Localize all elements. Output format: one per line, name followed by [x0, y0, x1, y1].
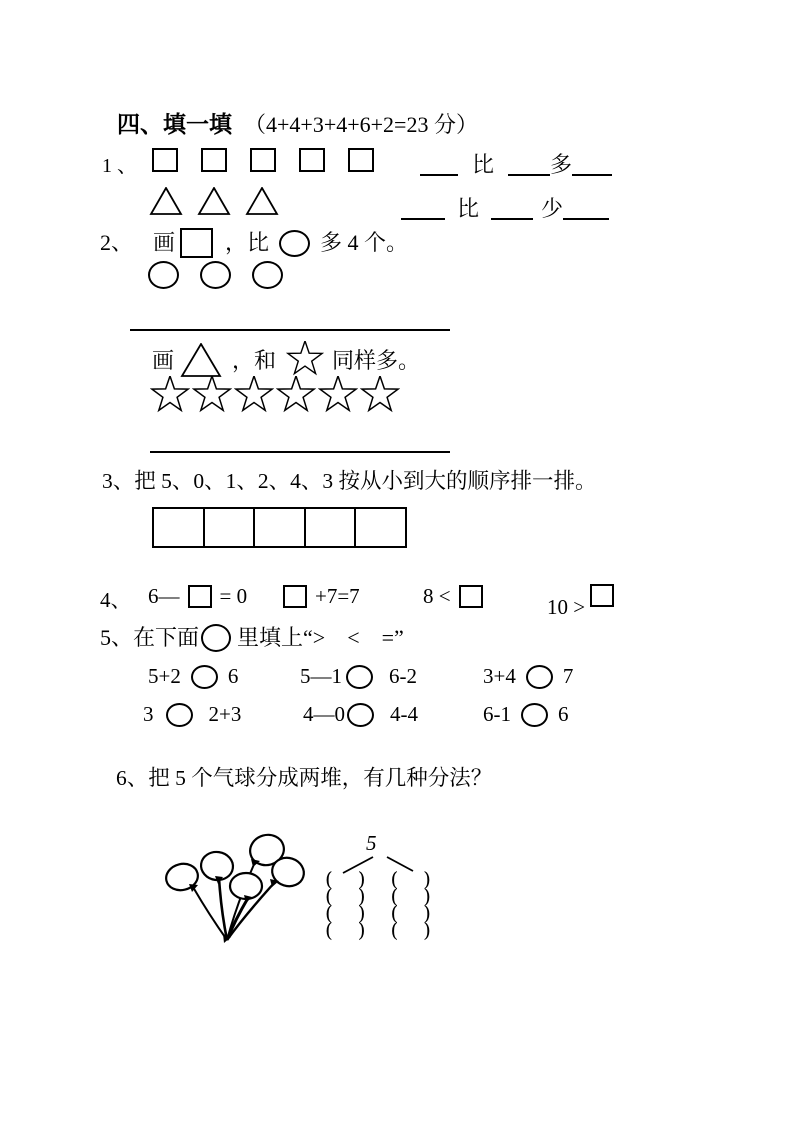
q5-c6-answer-circle[interactable]	[521, 703, 548, 727]
q5-prompt	[100, 621, 404, 652]
bond-total-label: 5	[366, 831, 377, 855]
q1-triangles-row	[149, 187, 279, 215]
q1-bi-1: 比	[472, 152, 495, 177]
q1-shao: 少	[541, 196, 564, 221]
paren-open: (	[390, 918, 399, 942]
q5-c1-left: 5+2	[148, 664, 181, 688]
q2b-mid-text: ，和	[232, 348, 277, 373]
table-cell[interactable]	[154, 509, 203, 546]
paren-open: (	[325, 867, 333, 891]
q5-c5-left: 4—0	[303, 702, 345, 726]
paren-close: )	[357, 867, 366, 891]
q5-compare-3	[483, 664, 573, 689]
q2-number: 2、	[100, 230, 134, 255]
paren-close: )	[423, 918, 431, 942]
q4-eq2-right: +7=7	[315, 584, 360, 608]
q1-bi-2: 比	[457, 196, 480, 221]
q5-c4-answer-circle[interactable]	[166, 703, 193, 727]
answer-blank[interactable]	[563, 206, 609, 220]
q4-eq1-right: = 0	[219, 584, 248, 608]
q5-prompt-prefix: 5、在下面	[100, 625, 200, 650]
q2-square-to-draw	[180, 228, 213, 258]
q4-equation-4	[547, 584, 614, 620]
paren-open: (	[325, 901, 333, 925]
bond-branches	[320, 835, 438, 877]
answer-line[interactable]	[130, 329, 450, 331]
q5-c2-left: 5—1	[300, 664, 342, 688]
q5-c3-right: 7	[562, 664, 574, 688]
section-heading	[117, 106, 478, 139]
q4-equation-3	[423, 584, 483, 609]
table-cell[interactable]	[203, 509, 254, 546]
q4-equation-2	[283, 584, 360, 609]
q5-compare-5	[303, 702, 418, 727]
q5-prompt-suffix: 里填上“> < =”	[237, 625, 404, 650]
paren-close: )	[357, 901, 366, 925]
square-shape	[201, 148, 227, 172]
q4-eq4-left: 10 >	[547, 595, 586, 619]
bond-answer-rows	[325, 867, 431, 942]
table-cell[interactable]	[253, 509, 304, 546]
paren-open: (	[325, 884, 333, 908]
paren-close: )	[423, 901, 431, 925]
q5-c3-answer-circle[interactable]	[526, 665, 553, 689]
q2-draw-label: 画	[153, 230, 176, 255]
q1-number: 1 、	[102, 155, 137, 177]
paren-open: (	[390, 901, 399, 925]
bond-answer-row[interactable]	[325, 867, 431, 891]
q2b-triangle-symbol	[180, 343, 222, 377]
q1-squares-row	[152, 148, 374, 172]
star-shape	[360, 376, 400, 414]
q5-compare-1	[148, 664, 238, 689]
square-shape	[299, 148, 325, 172]
q2b-draw-label: 画	[152, 348, 175, 373]
triangle-shape	[245, 187, 279, 215]
q4-eq1-answer-box[interactable]	[188, 585, 212, 608]
q2-mid-text: ，比	[225, 230, 270, 255]
q2b-prompt	[152, 341, 420, 377]
q4-eq3-answer-box[interactable]	[459, 585, 483, 608]
paren-close: )	[357, 884, 366, 908]
q5-c6-left: 6-1	[483, 702, 511, 726]
star-shape	[318, 376, 358, 414]
circle-shape	[148, 261, 179, 289]
q4-eq4-answer-box[interactable]	[590, 584, 614, 607]
q2b-suffix-text: 同样多。	[332, 348, 421, 373]
paren-close: )	[357, 918, 366, 942]
q2-circles-row	[148, 261, 283, 289]
square-shape	[152, 148, 178, 172]
q5-c1-answer-circle[interactable]	[191, 665, 218, 689]
q2b-stars-row	[150, 376, 400, 414]
answer-blank[interactable]	[491, 206, 533, 220]
circle-shape	[200, 261, 231, 289]
q5-c5-answer-circle[interactable]	[347, 703, 374, 727]
section-title: 四、填一填	[117, 112, 232, 137]
bond-answer-row[interactable]	[325, 918, 431, 942]
q5-c1-right: 6	[227, 664, 239, 688]
paren-close: )	[423, 867, 431, 891]
paren-open: (	[390, 884, 399, 908]
q4-eq3-left: 8 <	[423, 584, 451, 608]
q4-eq1-left: 6—	[148, 584, 180, 608]
square-shape	[348, 148, 374, 172]
q5-c2-right: 6-2	[389, 664, 417, 688]
answer-line[interactable]	[150, 451, 450, 453]
q6-prompt: 6、把 5 个气球分成两堆，有几种分法？	[116, 766, 493, 790]
q3-answer-table	[152, 507, 407, 548]
q3-prompt: 3、把 5、0、1、2、4、3 按从小到大的顺序排一排。	[102, 469, 597, 493]
star-shape	[150, 376, 190, 414]
q5-c6-right: 6	[558, 702, 569, 726]
q5-circle-symbol	[201, 624, 231, 652]
q1-compare-line-1	[420, 148, 612, 179]
q5-compare-2	[300, 664, 417, 689]
balloons-illustration	[160, 818, 310, 953]
q5-c2-answer-circle[interactable]	[346, 665, 373, 689]
star-shape	[234, 376, 274, 414]
q5-c5-right: 4-4	[390, 702, 418, 726]
q4-equation-1	[148, 584, 247, 609]
star-shape	[276, 376, 316, 414]
table-cell[interactable]	[304, 509, 355, 546]
q4-eq2-answer-box[interactable]	[283, 585, 307, 608]
star-shape	[192, 376, 232, 414]
bond-answer-row[interactable]	[325, 884, 431, 908]
q5-compare-4	[143, 702, 241, 727]
q2-circle-symbol	[279, 230, 310, 257]
table-cell[interactable]	[354, 509, 405, 546]
q2-prompt	[100, 226, 408, 258]
q1-compare-line-2	[401, 192, 609, 223]
q5-c3-left: 3+4	[483, 664, 516, 688]
q5-compare-6	[483, 702, 569, 727]
square-shape	[250, 148, 276, 172]
paren-open: (	[390, 867, 399, 891]
q1-duo: 多	[550, 152, 573, 177]
q2-suffix-text: 多 4 个。	[320, 230, 409, 255]
section-score-note: （4+4+3+4+6+2=23 分）	[244, 112, 478, 137]
q4-number: 4、	[100, 588, 132, 612]
triangle-shape	[149, 187, 183, 215]
answer-blank[interactable]	[420, 162, 458, 176]
q5-c4-left: 3	[143, 702, 154, 726]
q5-c4-right: 2+3	[208, 702, 242, 726]
circle-shape	[252, 261, 283, 289]
answer-blank[interactable]	[401, 206, 445, 220]
paren-close: )	[423, 884, 431, 908]
paren-open: (	[325, 918, 333, 942]
q2b-star-symbol	[286, 341, 324, 377]
bond-answer-row[interactable]	[325, 901, 431, 925]
answer-blank[interactable]	[572, 162, 612, 176]
triangle-shape	[197, 187, 231, 215]
answer-blank[interactable]	[508, 162, 550, 176]
